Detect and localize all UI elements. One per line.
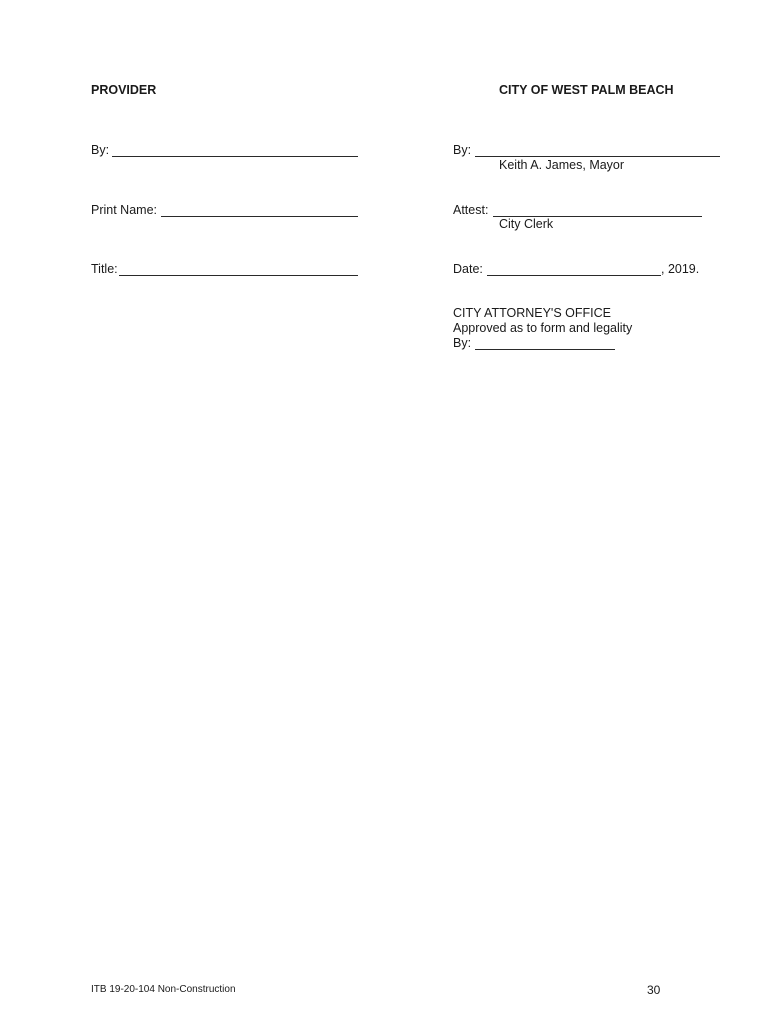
city-heading: CITY OF WEST PALM BEACH — [499, 83, 674, 97]
mayor-name: Keith A. James, Mayor — [499, 158, 625, 172]
attorney-approval-text: Approved as to form and legality — [453, 321, 633, 335]
provider-title-line[interactable] — [119, 275, 358, 276]
footer-document-id: ITB 19-20-104 Non-Construction — [91, 984, 236, 995]
provider-print-name-label: Print Name: — [91, 203, 157, 217]
provider-print-name-line[interactable] — [161, 216, 358, 217]
date-year-suffix: , 2019. — [661, 262, 700, 276]
provider-title-label: Title: — [91, 262, 118, 276]
city-clerk-title: City Clerk — [499, 217, 554, 231]
page-number: 30 — [647, 983, 661, 997]
city-by-signature-line[interactable] — [475, 156, 720, 157]
attorney-by-signature-line[interactable] — [475, 349, 615, 350]
provider-by-signature-line[interactable] — [112, 156, 358, 157]
attorney-office-heading: CITY ATTORNEY'S OFFICE — [453, 306, 611, 320]
provider-by-label: By: — [91, 143, 110, 157]
city-by-label: By: — [453, 143, 472, 157]
attest-label: Attest: — [453, 203, 489, 217]
attorney-by-label: By: — [453, 336, 472, 350]
date-line[interactable] — [487, 275, 661, 276]
provider-heading: PROVIDER — [91, 83, 157, 97]
date-label: Date: — [453, 262, 483, 276]
